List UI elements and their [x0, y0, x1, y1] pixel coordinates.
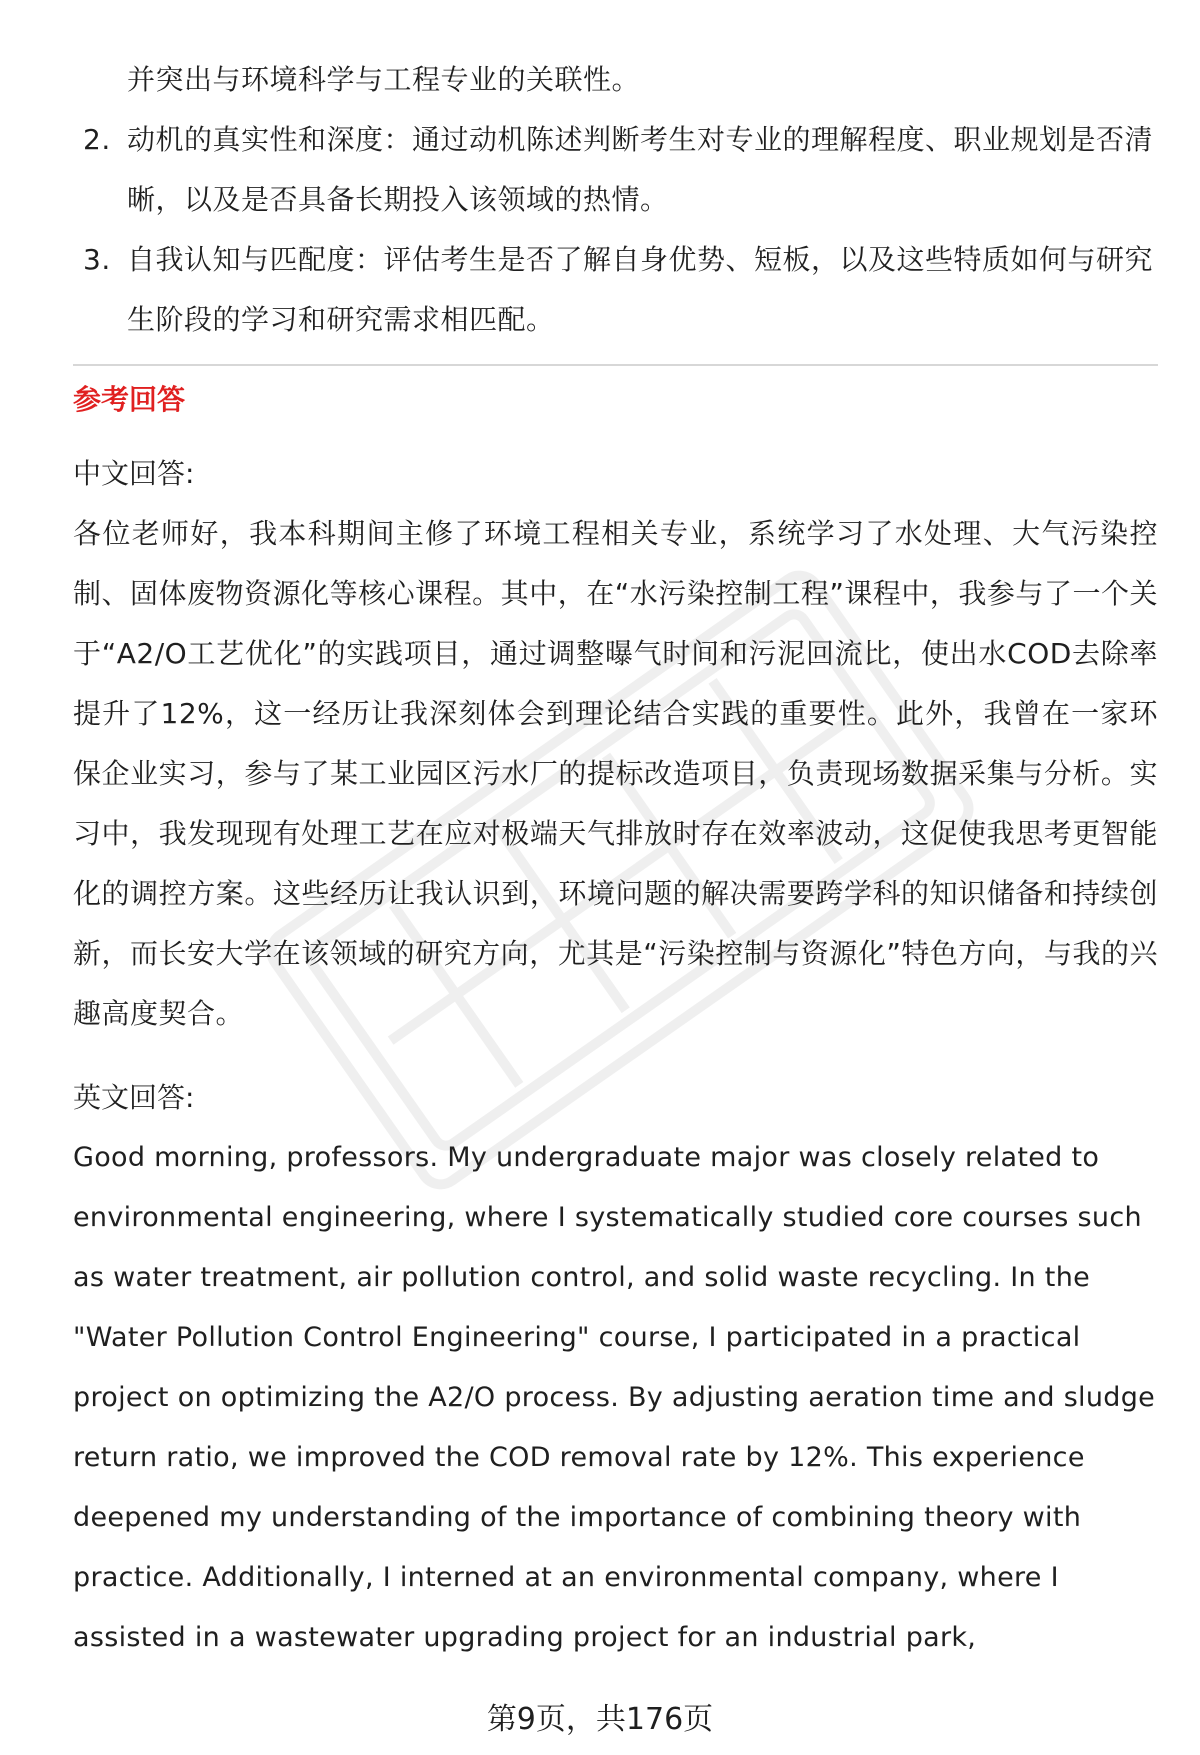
- criteria-item-number: 3.: [83, 243, 111, 276]
- english-answer-text: Good morning, professors. My undergraduate major was closely related to environmental engineering, where I systematically studied core courses such as water treatment, air pollution control, and solid waste recycling. In the "Water Pollution Control Engineering" course, I participated in a practical project on optimizing the A2/O process. By adjusting aeration time and sludge return ratio, we improved the COD removal rate by 12%. This experience deepened my understanding of the importance of combining theory with practice. Additionally, I interned at an environmental company, where I assisted in a wastewater upgrading project for an industrial park,: [73, 1142, 1156, 1653]
- section-divider: [73, 364, 1158, 366]
- criteria-item: [73, 230, 1158, 350]
- criteria-item: [73, 110, 1158, 230]
- criteria-item-number: 2.: [83, 123, 111, 156]
- chinese-answer-text: 各位老师好，我本科期间主修了环境工程相关专业，系统学习了水处理、大气污染控制、固体废物资源化等核心课程。其中，在“水污染控制工程”课程中，我参与了一个关于“A2/O工艺优化”的实践项目，通过调整曝气时间和污泥回流比，使出水COD去除率提升了12%，这一经历让我深刻体会到理论结合实践的重要性。此外，我曾在一家环保企业实习，参与了某工业园区污水厂的提标改造项目，负责现场数据采集与分析。实习中，我发现现有处理工艺在应对极端天气排放时存在效率波动，这促使我思考更智能化的调控方案。这些经历让我认识到，环境问题的解决需要跨学科的知识储备和持续创新，而长安大学在该领域的研究方向，尤其是“污染控制与资源化”特色方向，与我的兴趣高度契合。: [73, 517, 1158, 1030]
- main-content: [73, 50, 1158, 1668]
- english-answer-label: 英文回答:: [73, 1081, 195, 1114]
- chinese-answer-label: 中文回答:: [73, 457, 195, 490]
- criteria-item-text: 自我认知与匹配度：评估考生是否了解自身优势、短板，以及这些特质如何与研究生阶段的学习和研究需求相匹配。: [127, 243, 1154, 336]
- reference-answer-heading: 参考回答: [73, 383, 186, 416]
- criteria-item-text: 动机的真实性和深度：通过动机陈述判断考生对专业的理解程度、职业规划是否清晰，以及是否具备长期投入该领域的热情。: [127, 123, 1154, 216]
- criteria-list: [73, 110, 1158, 350]
- page-number: 第9页，共176页: [486, 1702, 714, 1737]
- list-item-1-continuation: 并突出与环境科学与工程专业的关联性。: [127, 63, 641, 96]
